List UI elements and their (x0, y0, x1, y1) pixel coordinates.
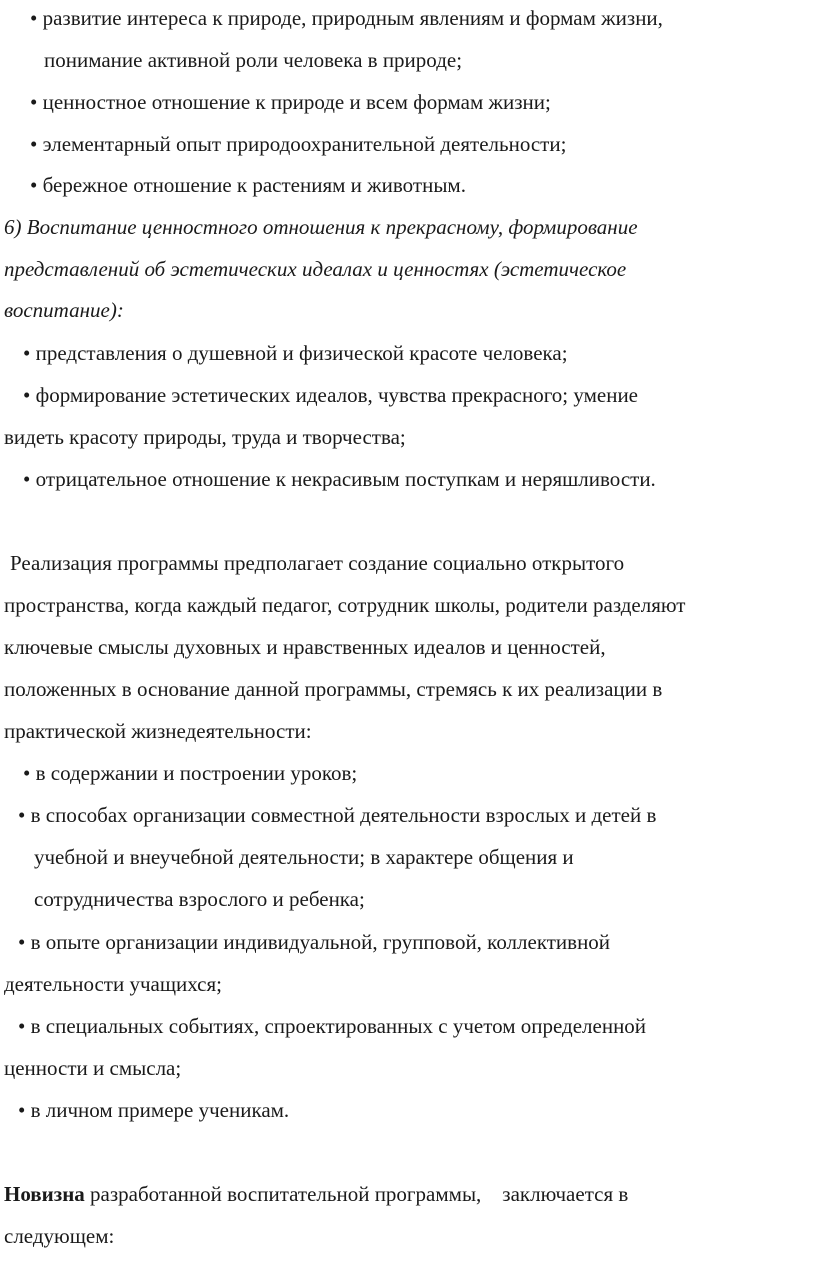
implementation-paragraph-line1: Реализация программы предполагает создание социально открытого (10, 551, 625, 575)
aesthetic-heading-line2: представлений об эстетических идеалах и ценностях (эстетическое (4, 257, 627, 281)
bullet-joint-activity-line2: учебной и внеучебной деятельности; в характере общения и (34, 845, 574, 869)
novelty-line1 (4, 1181, 628, 1207)
bullet-nature-interest-line1: • развитие интереса к природе, природным явлениям и формам жизни, (30, 6, 663, 30)
implementation-paragraph-line4: положенных в основание данной программы, стремясь к их реализации в (4, 677, 663, 701)
implementation-paragraph-line3: ключевые смыслы духовных и нравственных идеалов и ценностей, (4, 635, 606, 659)
bullet-special-events-line1: • в специальных событиях, спроектированных с учетом определенной (18, 1014, 647, 1038)
aesthetic-heading-line3: воспитание): (4, 298, 124, 322)
novelty-rest: разработанной воспитательной программы, заключается в (84, 1182, 629, 1206)
bullet-lesson-content: • в содержании и построении уроков; (23, 761, 358, 785)
implementation-paragraph-line5: практической жизнедеятельности: (4, 719, 312, 743)
bullet-beauty-concepts: • представления о душевной и физической красоте человека; (23, 341, 568, 365)
bullet-conservation-experience: • элементарный опыт природоохранительной деятельности; (30, 132, 567, 156)
bullet-aesthetic-ideals-line2: видеть красоту природы, труда и творчества; (4, 425, 406, 449)
bullet-joint-activity-line1: • в способах организации совместной деятельности взрослых и детей в (18, 803, 657, 827)
bullet-negative-attitude: • отрицательное отношение к некрасивым поступкам и неряшливости. (23, 467, 656, 491)
bullet-organization-experience-line1: • в опыте организации индивидуальной, групповой, коллективной (18, 930, 611, 954)
aesthetic-heading-line1: 6) Воспитание ценностного отношения к прекрасному, формирование (4, 215, 638, 239)
bullet-organization-experience-line2: деятельности учащихся; (4, 972, 222, 996)
novelty-term: Новизна (4, 1182, 85, 1206)
bullet-aesthetic-ideals-line1: • формирование эстетических идеалов, чувства прекрасного; умение (23, 383, 638, 407)
implementation-paragraph-line2: пространства, когда каждый педагог, сотрудник школы, родители разделяют (4, 593, 686, 617)
bullet-special-events-line2: ценности и смысла; (4, 1056, 182, 1080)
novelty-line2: следующем: (4, 1224, 115, 1248)
bullet-careful-attitude: • бережное отношение к растениям и животным. (30, 173, 466, 197)
bullet-personal-example: • в личном примере ученикам. (18, 1098, 290, 1122)
bullet-value-attitude: • ценностное отношение к природе и всем формам жизни; (30, 90, 551, 114)
bullet-nature-interest-line2: понимание активной роли человека в природе; (44, 48, 463, 72)
bullet-joint-activity-line3: сотрудничества взрослого и ребенка; (34, 887, 365, 911)
